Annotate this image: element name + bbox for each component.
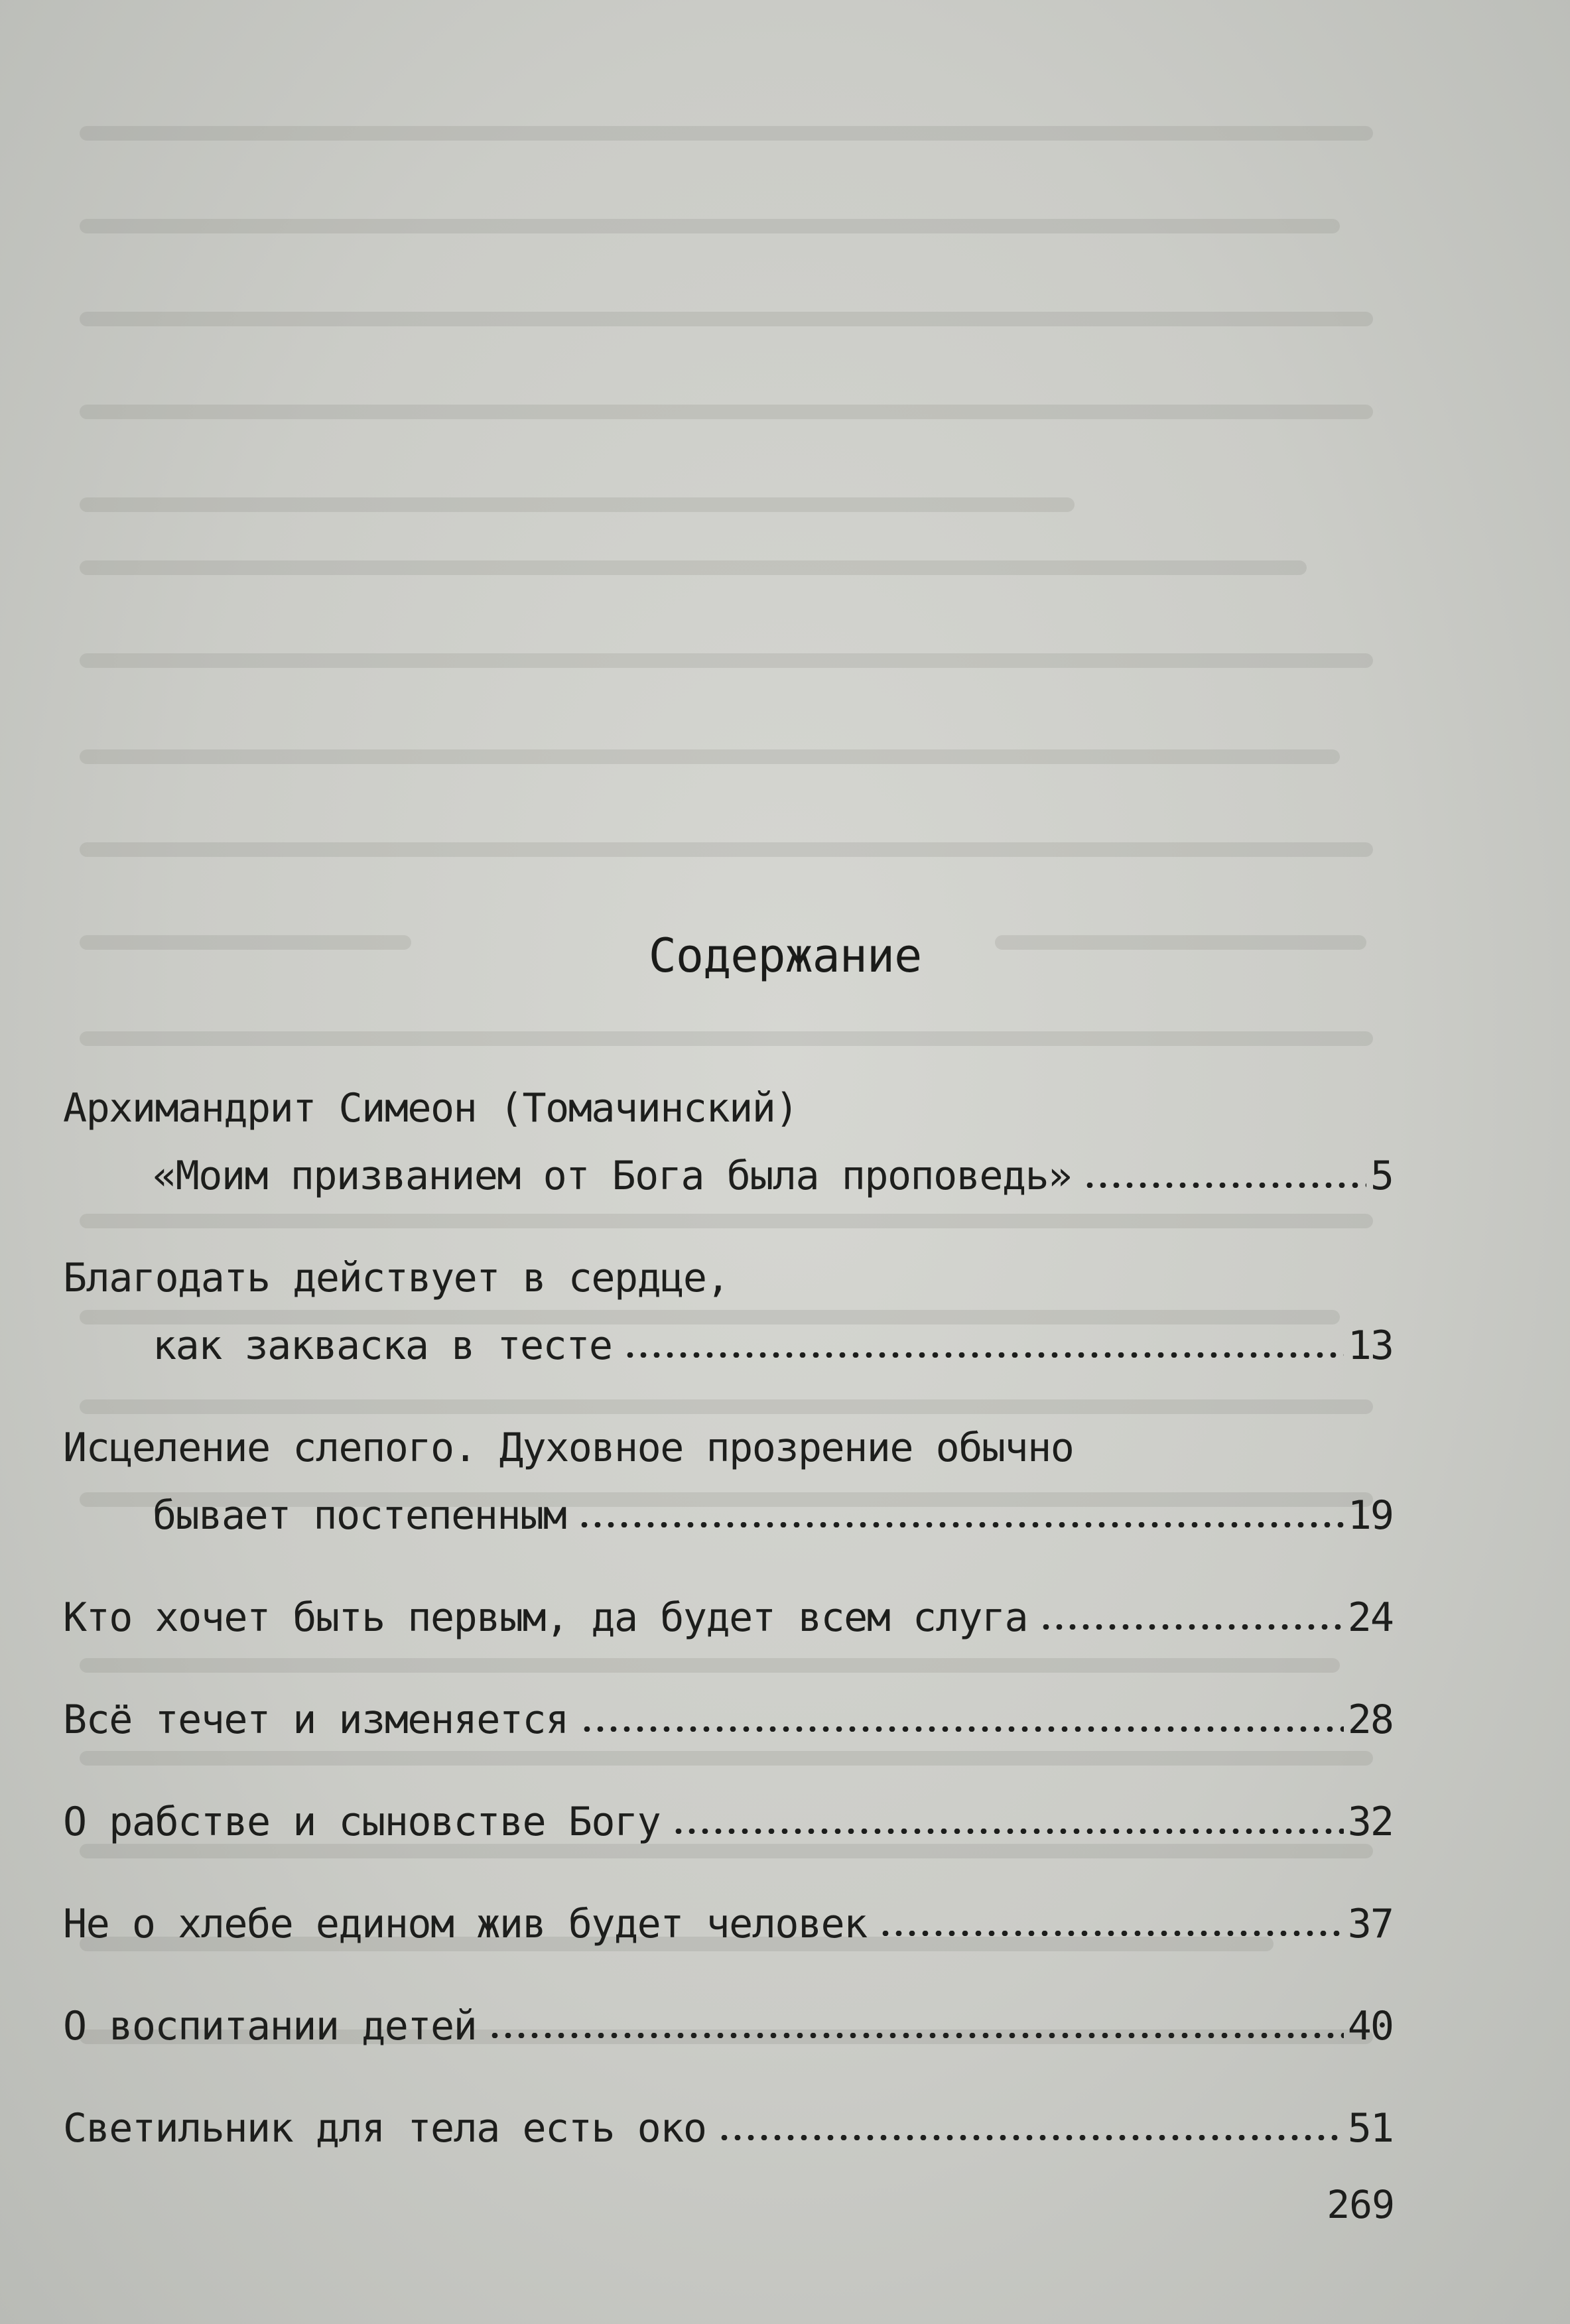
toc-page-number: 32 — [1347, 1799, 1393, 1845]
toc-page-number: 37 — [1347, 1901, 1393, 1947]
toc-entry[interactable] — [63, 1244, 1393, 1380]
toc-entry[interactable] — [63, 1584, 1393, 1651]
toc-entry[interactable] — [63, 1890, 1393, 1958]
dot-leader — [1039, 1624, 1344, 1630]
toc-entry[interactable] — [63, 1788, 1393, 1856]
toc-entry-title: О воспитании детей — [63, 2003, 477, 2049]
toc-entry-title: Светильник для тела есть око — [63, 2105, 706, 2152]
dot-leader — [672, 1829, 1344, 1834]
toc-page-number: 5 — [1370, 1153, 1393, 1199]
toc-entry[interactable] — [63, 1992, 1393, 2060]
contents-heading: Содержание — [648, 929, 922, 983]
toc-entry[interactable] — [63, 1414, 1393, 1549]
toc-entry-title: Благодать действует в сердце, — [63, 1255, 730, 1301]
toc-entry-title: О рабстве и сыновстве Богу — [63, 1799, 661, 1845]
dot-leader — [578, 1522, 1344, 1527]
toc-page-number: 24 — [1347, 1594, 1393, 1641]
toc-entry-title: Исцеление слепого. Духовное прозрение обычно — [63, 1425, 1074, 1471]
dot-leader — [1083, 1183, 1366, 1188]
dot-leader — [488, 2033, 1344, 2038]
toc-entry[interactable] — [63, 2095, 1393, 2162]
dot-leader — [580, 1726, 1344, 1732]
dot-leader — [879, 1931, 1344, 1936]
toc-entry-title: Кто хочет быть первым, да будет всем слуга — [63, 1594, 1028, 1641]
toc-page-number: 28 — [1347, 1697, 1393, 1743]
dot-leader — [718, 2135, 1343, 2140]
toc-entry-title: Не о хлебе едином жив будет человек — [63, 1901, 867, 1947]
toc-page-number: 19 — [1347, 1492, 1393, 1539]
page-number: 269 — [1327, 2182, 1394, 2227]
table-of-contents — [63, 1074, 1393, 2197]
toc-entry[interactable] — [63, 1686, 1393, 1754]
toc-entry-subtitle: бывает постепенным — [153, 1492, 566, 1539]
toc-entry-title: Всё течет и изменяется — [63, 1697, 568, 1743]
toc-entry-subtitle: как закваска в тесте — [153, 1323, 612, 1369]
toc-entry[interactable] — [63, 1074, 1393, 1210]
toc-entry-title: Архимандрит Симеон (Томачинский) — [63, 1085, 798, 1131]
dot-leader — [623, 1352, 1343, 1358]
toc-page-number: 13 — [1347, 1323, 1393, 1369]
toc-page-number: 40 — [1347, 2003, 1393, 2049]
toc-page-number: 51 — [1347, 2105, 1393, 2152]
toc-entry-subtitle: «Моим призванием от Бога была проповедь» — [153, 1153, 1071, 1199]
